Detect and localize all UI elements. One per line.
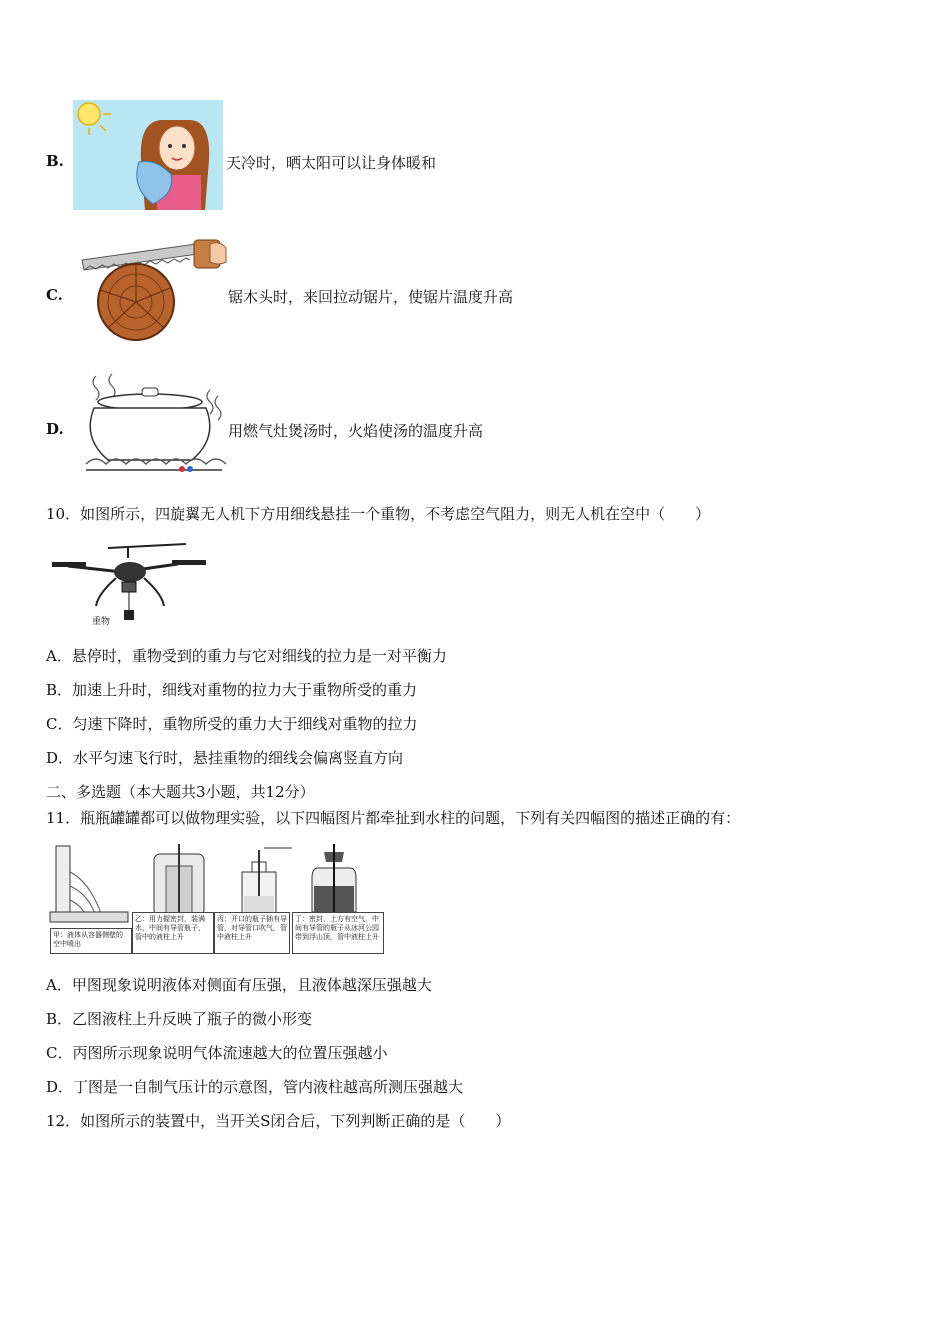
q11-panel-jia-caption: 甲：液体从容器侧壁的空中喷出 bbox=[50, 928, 132, 954]
q11-panel-ding-caption: 丁：密封，上方有空气，中间有导管的瓶子从冰河公园带到浮山顶，管中液柱上升 bbox=[292, 912, 384, 954]
q10-option-c: C．匀速下降时，重物所受的重力大于细线对重物的拉力 bbox=[46, 715, 418, 733]
q12-stem: 12．如图所示的装置中，当开关S闭合后，下列判断正确的是（ ） bbox=[46, 1112, 511, 1130]
q11-option-a: A．甲图现象说明液体对侧面有压强，且液体越深压强越大 bbox=[46, 976, 432, 994]
q11-option-b: B．乙图液柱上升反映了瓶子的微小形变 bbox=[46, 1010, 313, 1028]
drone-image bbox=[48, 540, 213, 630]
option-c-letter: C. bbox=[46, 286, 63, 304]
q11-option-d: D．丁图是一自制气压计的示意图，管内液柱越高所测压强越大 bbox=[46, 1078, 464, 1096]
stew-pot-image bbox=[78, 372, 228, 477]
section2-heading: 二、多选题（本大题共3小题，共12分） bbox=[46, 783, 315, 801]
option-b-letter: B. bbox=[46, 152, 64, 170]
option-c-text: 锯木头时，来回拉动锯片，使锯片温度升高 bbox=[228, 288, 514, 306]
option-d-letter: D. bbox=[46, 420, 64, 438]
q10-stem: 10．如图所示，四旋翼无人机下方用细线悬挂一个重物，不考虑空气阻力，则无人机在空中（ ） bbox=[46, 505, 711, 523]
option-d-text: 用燃气灶煲汤时，火焰使汤的温度升高 bbox=[228, 422, 484, 440]
q10-option-a: A．悬停时，重物受到的重力与它对细线的拉力是一对平衡力 bbox=[46, 647, 447, 665]
q11-option-c: C．丙图所示现象说明气体流速越大的位置压强越小 bbox=[46, 1044, 388, 1062]
q10-option-d: D．水平匀速飞行时，悬挂重物的细线会偏离竖直方向 bbox=[46, 749, 404, 767]
q11-panel-bing-caption: 丙：开口的瓶子插有导管，对导管口吹气，管中液柱上升 bbox=[214, 912, 290, 954]
q10-option-b: B．加速上升时，细线对重物的拉力大于重物所受的重力 bbox=[46, 681, 418, 699]
q11-stem: 11．瓶瓶罐罐都可以做物理实验，以下四幅图片都牵扯到水柱的问题，下列有关四幅图的描述正确的有： bbox=[46, 809, 741, 827]
drone-weight-label: 重物 bbox=[92, 617, 111, 627]
sunbathing-girl-image bbox=[73, 100, 223, 210]
option-b-text: 天冷时，晒太阳可以让身体暖和 bbox=[226, 154, 437, 172]
q11-panel-yi-caption: 乙：用力握密封，装满水，中间有导管瓶子，管中的液柱上升 bbox=[132, 912, 214, 954]
sawing-wood-image bbox=[78, 236, 228, 341]
